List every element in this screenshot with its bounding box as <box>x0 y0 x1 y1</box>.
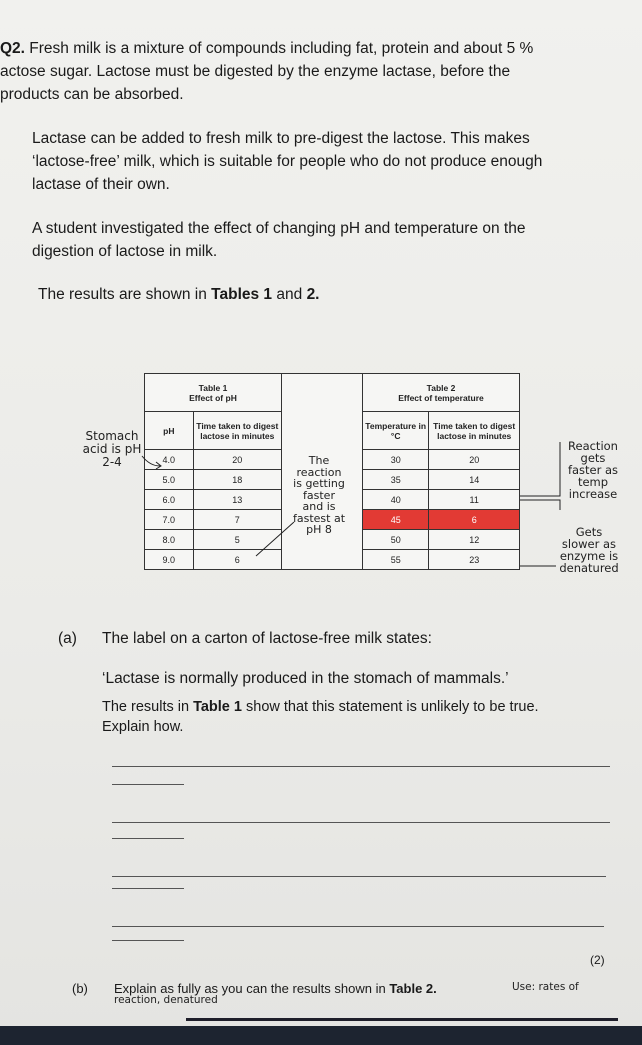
table-1-col-time: Time taken to digest lactose in minutes <box>193 412 281 450</box>
intro-line-3: products can be absorbed. <box>0 86 184 103</box>
question-number: Q2. <box>0 40 25 57</box>
table-row: 55 23 <box>363 550 520 570</box>
answer-line[interactable] <box>112 766 610 767</box>
table-2-col-time: Time taken to digest lactose in minutes <box>429 412 520 450</box>
table-row-highlighted: 45 6 <box>363 510 520 530</box>
part-a-line-1: The results in Table 1 show that this statement is unlikely to be true. <box>102 699 539 715</box>
bracket-lines-icon <box>518 440 564 580</box>
intro-line-2: actose sugar. Lactose must be digested by the enzyme lactase, before the <box>0 63 511 80</box>
table-row: 35 14 <box>363 470 520 490</box>
annotation-stomach: Stomach acid is pH 2-4 <box>82 429 142 469</box>
results-sentence: The results are shown in Tables 1 and 2. <box>38 286 320 303</box>
question-intro <box>0 38 642 60</box>
table-row: 7.0 7 <box>145 510 376 530</box>
intro-line-1: Fresh milk is a mixture of compounds including fat, protein and about 5 % <box>29 40 534 57</box>
bracket-line-icon <box>250 520 300 560</box>
table-row: 9.0 6 <box>145 550 376 570</box>
table-1-title: Table 1 Effect of pH <box>145 374 282 412</box>
part-a-intro: The label on a carton of lactose-free milk states: <box>102 630 432 647</box>
part-a-line-2: Explain how. <box>102 719 184 735</box>
part-b-text: Explain as fully as you can the results shown in Table 2. <box>114 981 437 996</box>
table-1-col-ph: pH <box>145 412 194 450</box>
para3-line-1: A student investigated the effect of changing pH and temperature on the <box>32 220 526 237</box>
part-a-quote: ‘Lactase is normally produced in the stomach of mammals.’ <box>102 670 509 687</box>
table-row: 50 12 <box>363 530 520 550</box>
answer-line[interactable] <box>112 926 604 927</box>
table-row: 6.0 13 <box>145 490 376 510</box>
table-2 <box>362 373 520 570</box>
table-row: 40 11 <box>363 490 520 510</box>
table-row: 8.0 5 <box>145 530 376 550</box>
arrow-icon <box>140 448 170 478</box>
table-row: 5.0 18 <box>145 470 376 490</box>
part-b-label: (b) <box>72 981 88 996</box>
para3-line-2: digestion of lactose in milk. <box>32 243 218 260</box>
part-a-label: (a) <box>58 630 77 647</box>
table-2-title: Table 2 Effect of temperature <box>363 374 520 412</box>
bottom-edge <box>0 1026 642 1045</box>
answer-line[interactable] <box>112 888 184 889</box>
part-b-handwritten-note: Use: rates of reaction, denatured <box>114 981 579 1006</box>
answer-line[interactable] <box>112 838 184 839</box>
annotation-right-bottom: Gets slower as enzyme is denatured <box>559 525 619 575</box>
answer-line[interactable] <box>112 784 184 785</box>
para2-line-3: lactase of their own. <box>32 176 170 193</box>
annotation-middle: The reaction is getting faster and is fastest at pH 8 <box>292 454 346 536</box>
annotation-right-top: Reaction gets faster as temp increase <box>567 439 619 501</box>
answer-line[interactable] <box>112 876 606 877</box>
answer-line[interactable] <box>112 822 610 823</box>
para2-line-2: ‘lactose-free’ milk, which is suitable for people who do not produce enough <box>32 153 543 170</box>
answer-line[interactable] <box>186 1018 618 1021</box>
part-a-marks: (2) <box>590 953 605 967</box>
para2-line-1: Lactase can be added to fresh milk to pre-digest the lactose. This makes <box>32 130 530 147</box>
answer-line[interactable] <box>112 940 184 941</box>
table-row: 30 20 <box>363 450 520 470</box>
table-row: 4.0 20 <box>145 450 376 470</box>
table-2-col-temp: Temperature in °C <box>363 412 429 450</box>
